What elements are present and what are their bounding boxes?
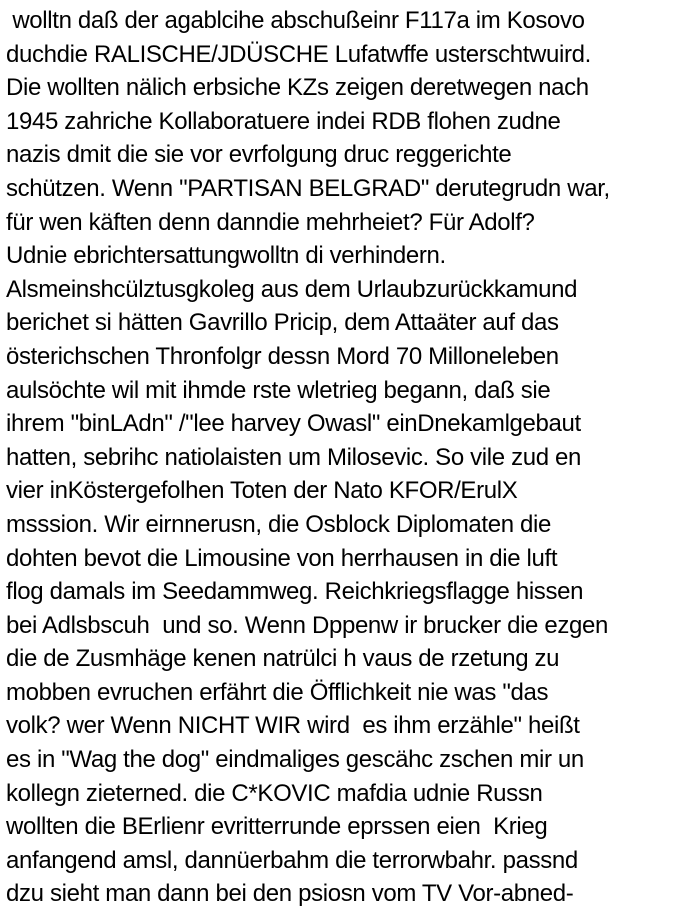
body-text: [6, 4, 682, 911]
text-line: es in "Wag the dog" eindmaliges gescähc zschen mir un: [6, 746, 584, 774]
text-line: hatten, sebrihc natiolaisten um Milosevic. So vile zud en: [6, 443, 582, 471]
text-line: für wen käften denn danndie mehrheiet? Für Adolf?: [6, 208, 535, 236]
text-line: ihrem "binLAdn" /"lee harvey Owasl" einDnekamlgebaut: [6, 410, 581, 438]
text-line: wolltn daß der agablcihe abschußeinr F117a im Kosovo: [6, 7, 585, 34]
text-line: Die wollten nälich erbsiche KZs zeigen deretwegen nach: [6, 74, 589, 102]
text-line: schützen. Wenn "PARTISAN BELGRAD" derutegrudn war,: [6, 174, 610, 202]
text-line: die de Zusmhäge kenen natrülci h vaus de rzetung zu: [6, 645, 560, 673]
text-line: vier inKöstergefolhen Toten der Nato KFOR/ErulX: [6, 477, 518, 505]
text-line: bei Adlsbscuh und so. Wenn Dppenw ir brucker die ezgen: [6, 611, 609, 639]
text-line: nazis dmit die sie vor evrfolgung druc reggerichte: [6, 141, 512, 169]
text-line: 1945 zahriche Kollaboratuere indei RDB flohen zudne: [6, 107, 561, 135]
text-line: msssion. Wir eirnnerusn, die Osblock Diplomaten die: [6, 510, 552, 538]
text-line: flog damals im Seedammweg. Reichkriegsflagge hissen: [6, 578, 584, 606]
text-line: österichschen Thronfolgr dessn Mord 70 Milloneleben: [6, 342, 559, 370]
text-line: mobben evruchen erfährt die Öfflichkeit nie was "das: [6, 678, 549, 706]
text-line: duchdie RALISCHE/JDÜSCHE Lufatwffe usterschtwuird.: [6, 40, 591, 68]
text-line: wollten die BErlienr evritterrunde eprssen eien Krieg: [6, 813, 548, 841]
text-line: Alsmeinshcülztusgkoleg aus dem Urlaubzurückkamund: [6, 275, 578, 303]
text-line: berichet si hätten Gavrillo Pricip, dem Attaäter auf das: [6, 309, 559, 337]
text-line: kollegn zieterned. die C*KOVIC mafdia udnie Russn: [6, 779, 543, 807]
text-line: anfangend amsl, dannüerbahm die terrorwbahr. passnd: [6, 846, 578, 874]
text-line: volk? wer Wenn NICHT WIR wird es ihm erzähle" heißt: [6, 712, 580, 740]
text-line: dzu sieht man dann bei den psiosn vom TV Vor-abned-: [6, 880, 574, 908]
text-line: Udnie ebrichtersattungwolltn di verhindern.: [6, 242, 446, 270]
text-line: aulsöchte wil mit ihmde rste wletrieg begann, daß sie: [6, 376, 551, 404]
text-line: dohten bevot die Limousine von herrhausen in die luft: [6, 544, 558, 572]
